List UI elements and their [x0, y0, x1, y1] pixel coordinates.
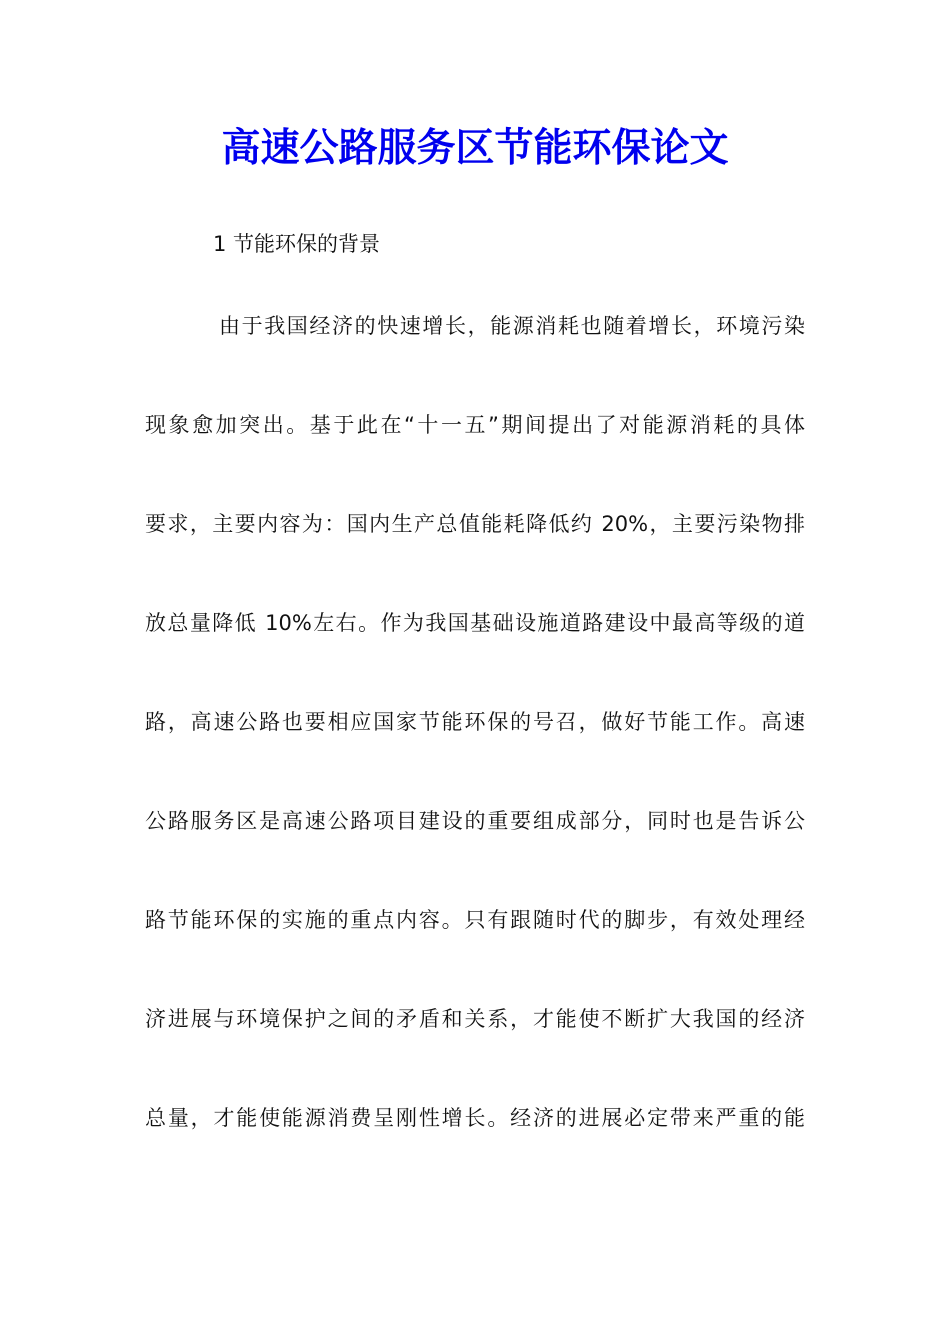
section-heading: 1 节能环保的背景	[213, 232, 381, 256]
paragraph-line: 路节能环保的实施的重点内容。只有跟随时代的脚步，有效处理经	[145, 908, 805, 932]
paragraph-line: 公路服务区是高速公路项目建设的重要组成部分，同时也是告诉公	[145, 809, 805, 833]
paragraph-line: 总量，才能使能源消费呈刚性增长。经济的进展必定带来严重的能	[145, 1106, 805, 1130]
paragraph-line: 济进展与环境保护之间的矛盾和关系，才能使不断扩大我国的经济	[145, 1007, 805, 1031]
paragraph-line: 现象愈加突出。基于此在“十一五”期间提出了对能源消耗的具体	[145, 413, 805, 437]
paragraph-line: 放总量降低 10%左右。作为我国基础设施道路建设中最高等级的道	[145, 611, 805, 635]
paragraph-line: 路，高速公路也要相应国家节能环保的号召，做好节能工作。高速	[145, 710, 805, 734]
paragraph-line: 要求，主要内容为：国内生产总值能耗降低约 20%，主要污染物排	[145, 512, 805, 536]
paragraph-line: 由于我国经济的快速增长，能源消耗也随着增长，环境污染	[219, 314, 805, 338]
document-title: 高速公路服务区节能环保论文	[221, 125, 729, 171]
